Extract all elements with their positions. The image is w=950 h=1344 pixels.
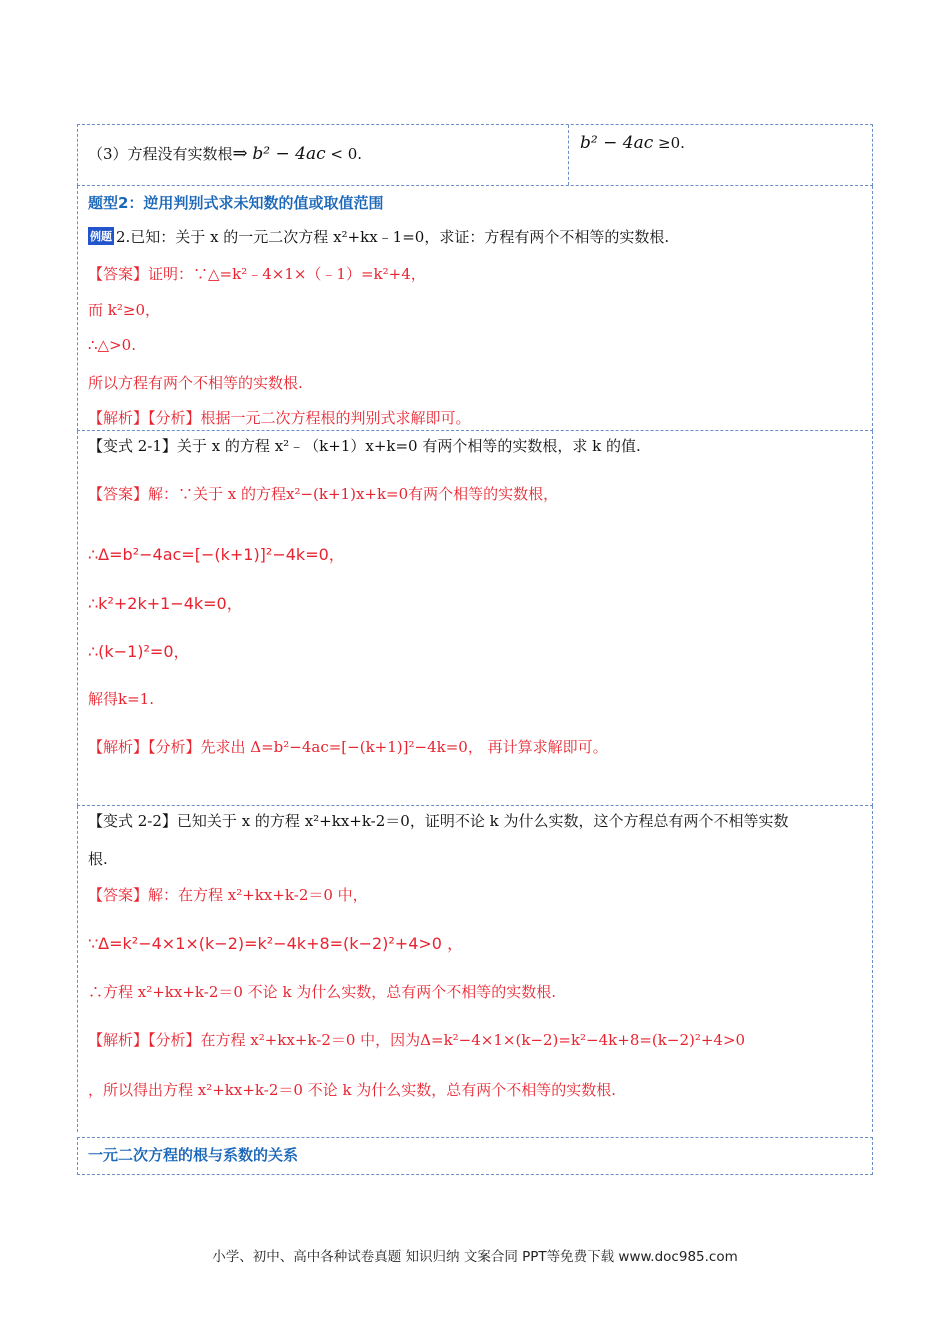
example-question: 例题 2.已知：关于 x 的一元二次方程 x²+kx﹣1=0，求证：方程有两个不相等的实数根. xyxy=(90,228,670,246)
variant-question-cont: 根. xyxy=(88,850,108,868)
variant-question: 【变式 2-2】已知关于 x 的方程 x²+kx+k-2＝0，证明不论 k 为什么实数，这个方程总有两个不相等实数 xyxy=(88,812,789,830)
answer-line: ∴△>0. xyxy=(88,336,136,354)
answer-line: 【答案】证明：∵△=k²﹣4×1×（﹣1）=k²+4， xyxy=(88,265,426,283)
section-heading: 题型2：逆用判别式求未知数的值或取值范围 xyxy=(88,194,384,212)
answer-line: 【答案】解：∵关于 x 的方程x²−(k+1)x+k=0有两个相等的实数根， xyxy=(88,485,559,503)
roots-coefficients-section xyxy=(77,1137,873,1175)
variant-2-2-section xyxy=(77,806,873,1132)
analysis-line: 【解析】【分析】根据一元二次方程根的判别式求解即可。 xyxy=(88,409,471,427)
page-footer: 小学、初中、高中各种试卷真题 知识归纳 文案合同 PPT等免费下载 www.doc985.com xyxy=(212,1249,738,1265)
implies-arrow: ⇒ xyxy=(232,143,248,164)
variant-2-1-section xyxy=(77,431,873,806)
answer-line: ∵Δ=k²−4×1×(k−2)=k²−4k+8=(k−2)²+4>0 ， xyxy=(88,934,464,953)
analysis-line: 【解析】【分析】先求出 Δ=b²−4ac=[−(k+1)]²−4k=0， 再计算求解即可。 xyxy=(88,738,608,756)
type2-section xyxy=(77,186,873,431)
answer-line: ∴(k−1)²=0， xyxy=(88,642,190,661)
example-badge: 例题 xyxy=(88,227,114,245)
answer-line: ∴k²+2k+1−4k=0， xyxy=(88,594,243,613)
discriminant-formula: b² − 4ac xyxy=(580,133,654,153)
no-real-roots-condition: （3）方程没有实数根⇒ b² − 4ac < 0. xyxy=(88,143,363,164)
answer-line: ∴方程 x²+kx+k-2＝0 不论 k 为什么实数，总有两个不相等的实数根. xyxy=(88,983,557,1001)
real-roots-condition: b² − 4ac ≥0. xyxy=(580,133,685,153)
variant-question: 【变式 2-1】关于 x 的方程 x²﹣（k+1）x+k=0 有两个相等的实数根，求 k 的值. xyxy=(88,437,641,455)
answer-line: 解得k=1. xyxy=(88,690,154,708)
condition-table xyxy=(77,124,873,186)
answer-line: 【答案】解：在方程 x²+kx+k-2＝0 中， xyxy=(88,886,368,904)
table-divider xyxy=(568,125,569,185)
discriminant-formula: b² − 4ac xyxy=(252,144,326,164)
section-heading: 一元二次方程的根与系数的关系 xyxy=(88,1146,299,1164)
analysis-line: 【解析】【分析】在方程 x²+kx+k-2＝0 中，因为Δ=k²−4×1×(k−2)=k²−4k+8=(k−2)²+4>0 xyxy=(88,1031,746,1049)
answer-line: 所以方程有两个不相等的实数根. xyxy=(88,374,303,392)
answer-line: 而 k²≥0， xyxy=(88,301,160,319)
analysis-line-cont: ，所以得出方程 x²+kx+k-2＝0 不论 k 为什么实数，总有两个不相等的实数根. xyxy=(88,1081,617,1099)
answer-line: ∴Δ=b²−4ac=[−(k+1)]²−4k=0， xyxy=(88,545,345,564)
